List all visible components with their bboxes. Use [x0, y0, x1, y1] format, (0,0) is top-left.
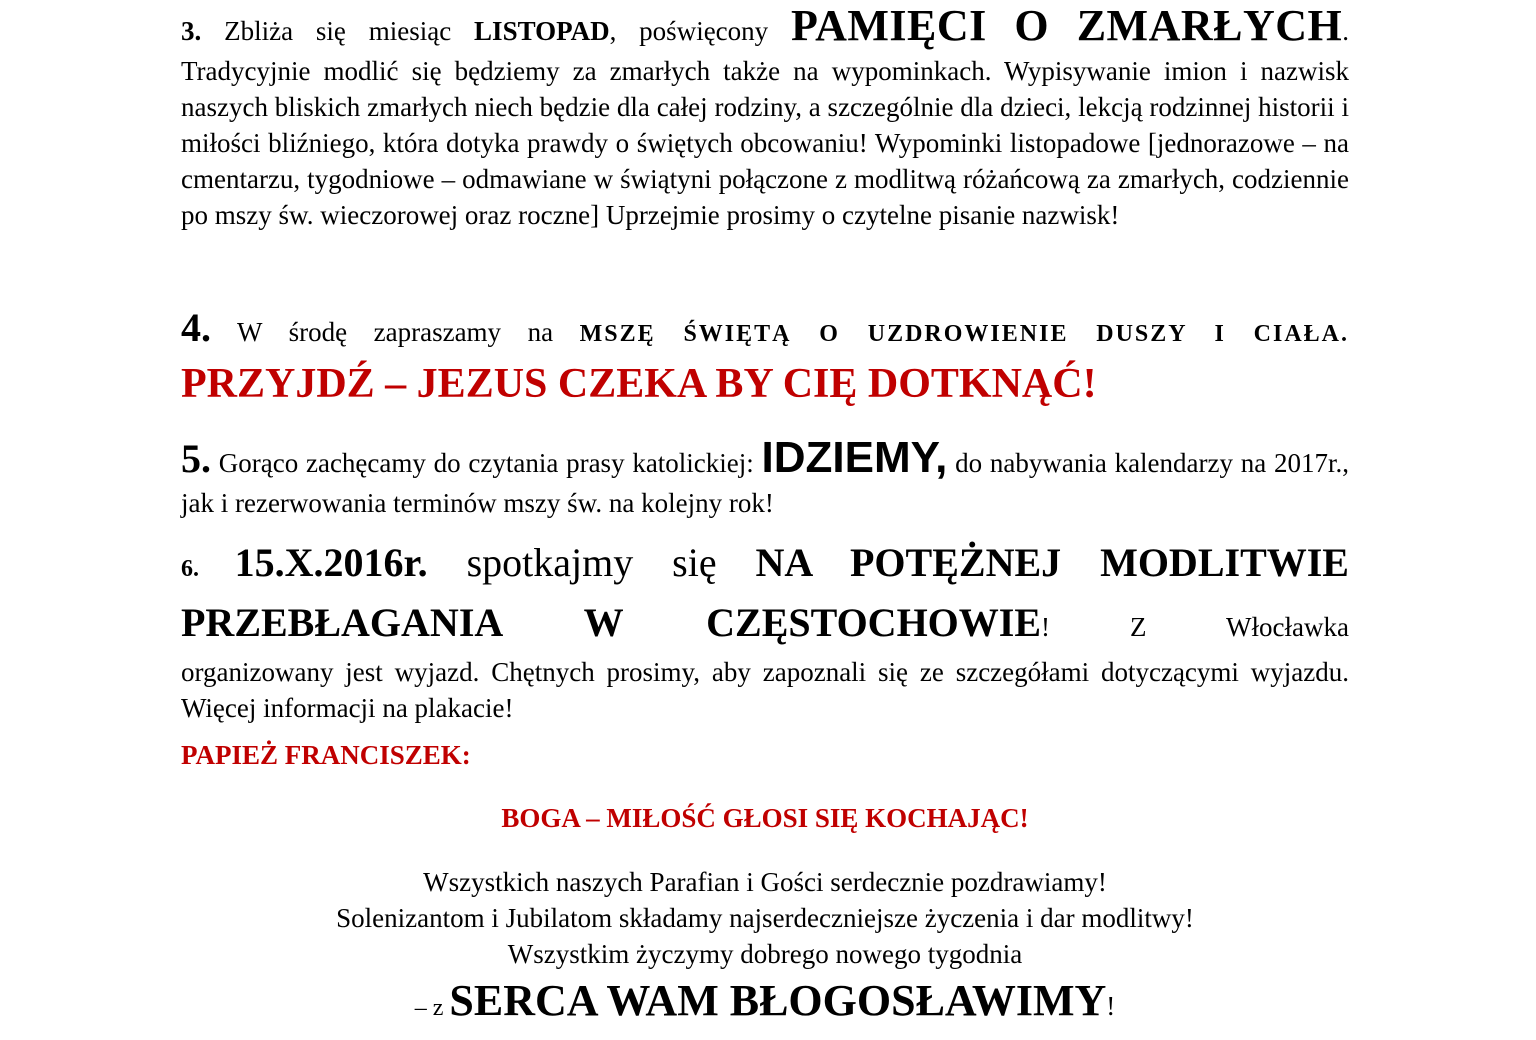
announcement-text: , poświęcony	[609, 16, 792, 46]
announcement-6-line1	[181, 536, 1349, 596]
greeting-line: Wszystkim życzymy dobrego nowego tygodnia	[507, 939, 1023, 969]
announcement-6-body: organizowany jest wyjazd. Chętnych prosimy, aby zapoznali się ze szczegółami dotyczącymi wyjazdu. Więcej informacji na plakacie!	[181, 657, 1349, 723]
closing-blessing: SERCA WAM BŁOGOSŁAWIMY	[449, 976, 1107, 1025]
announcement-text: Zbliża się miesiąc	[201, 16, 475, 46]
announcement-text: do nabywania kalendarzy na 2017r., jak i rezerwowania terminów mszy św. na kolejny rok!	[181, 448, 1349, 518]
event-title-part2: PRZEBŁAGANIA W CZĘSTOCHOWIE	[181, 600, 1042, 645]
event-title-part1: NA POTĘŻNEJ MODLITWIE	[755, 540, 1349, 585]
announcement-3	[181, 1, 1350, 233]
closing-prefix: – z	[414, 995, 450, 1021]
announcement-5-text	[181, 433, 1349, 523]
announcement-3-heading	[181, 1, 1350, 53]
magazine-name: IDZIEMY,	[761, 433, 948, 482]
pope-quote	[181, 740, 1349, 771]
announcement-number: 4.	[181, 305, 211, 350]
announcement-6-line2	[181, 596, 1349, 654]
greeting-line: Wszystkich naszych Parafian i Gości serdecznie pozdrawiamy!	[423, 867, 1107, 897]
closing-suffix: !	[1106, 991, 1116, 1021]
pope-name: PAPIEŻ FRANCISZEK:	[181, 740, 471, 770]
announcement-text: .	[1342, 16, 1350, 46]
announcement-6	[181, 536, 1349, 726]
announcement-text: Gorąco zachęcamy do czytania prasy katolickiej:	[211, 448, 762, 478]
event-date: 15.X.2016r.	[234, 540, 428, 585]
mass-title: MSZĘ ŚWIĘTĄ O UZDROWIENIE DUSZY I CIAŁA.	[579, 321, 1349, 347]
closing-line	[181, 972, 1349, 1040]
announcement-number: 3.	[181, 16, 202, 46]
announcement-5	[181, 433, 1349, 523]
announcement-4-heading	[181, 306, 1349, 356]
announcement-number: 5.	[181, 436, 211, 481]
greeting-line: Solenizantom i Jubilatom składamy najserdeczniejsze życzenia i dar modlitwy!	[336, 903, 1194, 933]
announcement-4	[181, 306, 1349, 412]
dedication-title: PAMIĘCI O ZMARŁYCH	[791, 1, 1343, 50]
announcement-text: W środę zapraszamy na	[211, 317, 580, 347]
announcement-text: ! Z Włocławka	[1041, 612, 1349, 642]
invitation-call: PRZYJDŹ – JEZUS CZEKA BY CIĘ DOTKNĄĆ!	[181, 361, 1097, 407]
month-name: LISTOPAD	[474, 16, 610, 46]
pope-motto: BOGA – MIŁOŚĆ GŁOSI SIĘ KOCHAJĄC!	[501, 803, 1029, 833]
announcement-number: 6.	[181, 556, 199, 582]
greetings	[181, 800, 1349, 1040]
announcement-3-body: Tradycyjnie modlić się będziemy za zmarłych także na wypominkach. Wypisywanie imion i nazwisk naszych bliskich zmarłych niech będzie dla całej rodziny, a szczególnie dla dzieci, lekcją rodzinnej historii i miłości bliźniego, która dotyka prawdy o świętych obcowaniu! Wypominki listopadowe [jednorazowe – na cmentarzu, tygodniowe – odmawiane w świątyni połączone z modlitwą różańcową za zmarłych, codziennie po mszy św. wieczorowej oraz roczne] Uprzejmie prosimy o czytelne pisanie nazwisk!	[181, 56, 1349, 230]
announcement-text: spotkajmy się	[427, 540, 756, 585]
